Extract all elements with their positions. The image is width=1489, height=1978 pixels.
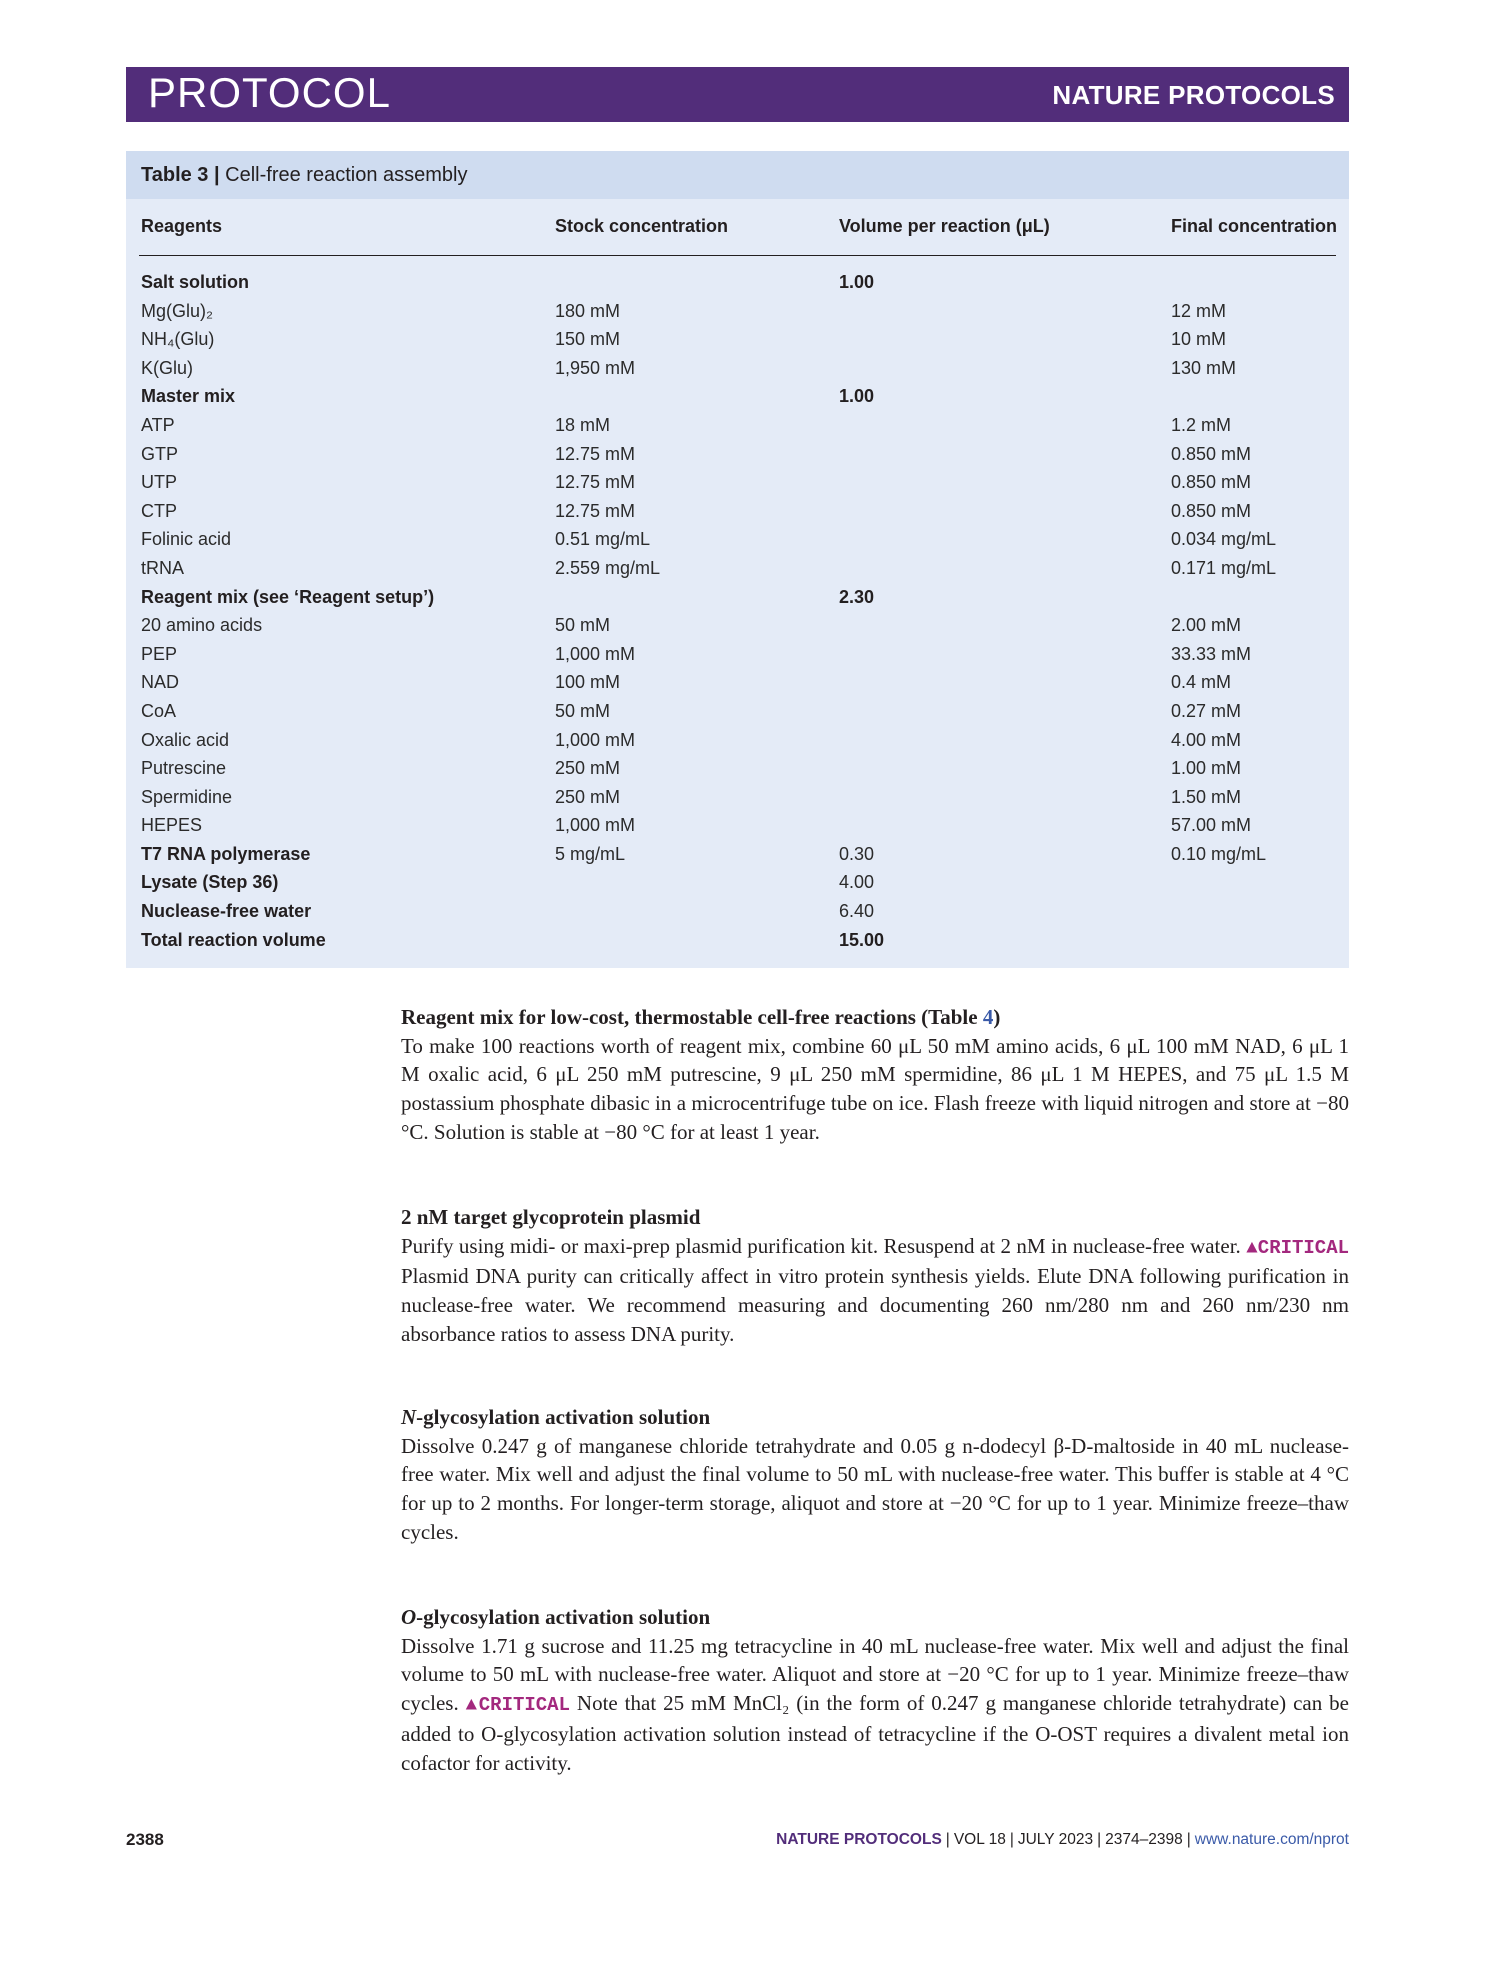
final-cell: 0.850 mM: [1171, 472, 1252, 493]
section-body: Purify using midi- or maxi-prep plasmid purification kit. Resuspend at 2 nM in nuclease-free water. ▲CRITICAL Plasmid DNA purity can critically affect in vitro protein synthesis yields. Elute DNA following purification in nuclease-free water. We recommend measuring and documenting 260 nm/280 nm and 260 nm/230 nm absorbance ratios to assess DNA purity.: [401, 1233, 1350, 1346]
final-cell: 0.850 mM: [1171, 500, 1252, 521]
stock-cell: 18 mM: [555, 414, 611, 435]
final-cell: 4.00 mM: [1171, 729, 1242, 750]
stock-cell: 180 mM: [555, 300, 621, 321]
table-row: [126, 412, 1349, 441]
table-row: [126, 355, 1349, 384]
table-caption: [126, 151, 1349, 199]
section-reagent-mix: [401, 1003, 1349, 1147]
footer-pages: 2374–2398: [1105, 1831, 1183, 1848]
section-label: PROTOCOL: [148, 69, 391, 116]
stock-cell: 12.75 mM: [555, 472, 636, 493]
reagent-cell: Mg(Glu)₂: [141, 300, 213, 321]
table-row: [126, 784, 1349, 813]
reagent-cell: Lysate (Step 36): [141, 872, 279, 893]
reagent-cell: CTP: [141, 500, 177, 521]
table-row: [126, 498, 1349, 527]
table-row: [126, 669, 1349, 698]
final-cell: 10 mM: [1171, 329, 1227, 350]
stock-cell: 1,000 mM: [555, 643, 636, 664]
col-header-stock: Stock concentration: [555, 216, 729, 236]
table-row: [126, 812, 1349, 841]
volume-cell: 15.00: [839, 929, 885, 950]
footer-journal: NATURE PROTOCOLS: [776, 1831, 942, 1848]
section-body: To make 100 reactions worth of reagent mix, combine 60 μL 50 mM amino acids, 6 μL 100 mM NAD, 6 μL 1 M oxalic acid, 6 μL 250 mM putrescine, 9 μL 250 mM spermidine, 86 μL 1 M HEPES, and 75 μL 1.5 M postassium phosphate dibasic in a microcentrifuge tube on ice. Flash freeze with liquid nitrogen and store at −80 °C. Solution is stable at −80 °C for at least 1 year.: [401, 1033, 1349, 1144]
final-cell: 130 mM: [1171, 357, 1237, 378]
header-rule: [139, 255, 1336, 256]
table-row: [126, 383, 1349, 412]
table-row: [126, 555, 1349, 584]
stock-cell: 12.75 mM: [555, 443, 636, 464]
table-caption-label: Table 3 |: [141, 164, 220, 186]
critical-badge: ▲CRITICAL: [1246, 1236, 1350, 1259]
table-body: [126, 269, 1349, 955]
table-row: [126, 526, 1349, 555]
reagent-cell: Total reaction volume: [141, 929, 326, 950]
final-cell: 1.00 mM: [1171, 758, 1242, 779]
table-row: [126, 584, 1349, 613]
reagent-cell: NAD: [141, 672, 180, 693]
reagent-cell: T7 RNA polymerase: [141, 843, 311, 864]
reagent-cell: Reagent mix (see ‘Reagent setup’): [141, 586, 435, 607]
final-cell: 0.850 mM: [1171, 443, 1252, 464]
table-row: [126, 698, 1349, 727]
reagent-cell: HEPES: [141, 815, 203, 836]
table-3: [126, 151, 1349, 968]
reagent-cell: Salt solution: [141, 272, 249, 292]
final-cell: 0.4 mM: [1171, 672, 1232, 693]
final-cell: 1.2 mM: [1171, 414, 1232, 435]
volume-cell: 1.00: [839, 386, 875, 407]
final-cell: 2.00 mM: [1171, 615, 1242, 636]
reagent-cell: K(Glu): [141, 357, 194, 378]
final-cell: 0.034 mg/mL: [1171, 529, 1277, 550]
volume-cell: 6.40: [839, 901, 875, 922]
table-row: [126, 898, 1349, 927]
reagent-cell: Putrescine: [141, 758, 227, 779]
section-n-glycosylation: [401, 1403, 1349, 1547]
final-cell: 0.27 mM: [1171, 700, 1242, 721]
section-o-glycosylation: [401, 1603, 1349, 1777]
volume-cell: 0.30: [839, 843, 875, 864]
section-plasmid: [401, 1203, 1349, 1349]
reagent-cell: 20 amino acids: [141, 615, 263, 636]
stock-cell: 50 mM: [555, 615, 611, 636]
stock-cell: 1,000 mM: [555, 815, 636, 836]
stock-cell: 2.559 mg/mL: [555, 557, 661, 578]
critical-badge: ▲CRITICAL: [465, 1694, 570, 1717]
section-body: Dissolve 1.71 g sucrose and 11.25 mg tetracycline in 40 mL nuclease-free water. Mix well and adjust the final volume to 50 mL with nuclease-free water. Aliquot and store at −20 °C for up to 1 year. Minimize freeze–thaw cycles. ▲CRITICAL Note that 25 mM MnCl₂ (in the form of 0.247 g manganese chloride tetrahydrate) can be added to O-glycosylation activation solution instead of tetracycline if the O-OST requires a divalent metal ion cofactor for activity.: [401, 1633, 1349, 1775]
stock-cell: 12.75 mM: [555, 500, 636, 521]
col-header-final: Final concentration: [1171, 216, 1338, 236]
table-row: [126, 469, 1349, 498]
table-row: [126, 269, 1349, 298]
reagent-cell: GTP: [141, 443, 179, 464]
final-cell: 57.00 mM: [1171, 815, 1252, 836]
table-row: [126, 755, 1349, 784]
table-caption-title: Cell-free reaction assembly: [225, 164, 468, 186]
stock-cell: 1,950 mM: [555, 357, 636, 378]
col-header-reagents: Reagents: [141, 216, 223, 236]
section-title: N-glycosylation activation solution: [401, 1405, 711, 1429]
footer-citation: NATURE PROTOCOLS | VOL 18 | JULY 2023 | 2374–2398 | www.nature.com/nprot: [776, 1831, 1349, 1848]
stock-cell: 0.51 mg/mL: [555, 529, 651, 550]
table-row: [126, 326, 1349, 355]
volume-cell: 1.00: [839, 272, 875, 292]
volume-cell: 4.00: [839, 872, 875, 893]
footer-volume: VOL 18: [953, 1831, 1006, 1848]
table-row: [126, 612, 1349, 641]
section-title: O-glycosylation activation solution: [401, 1605, 711, 1629]
section-title: Reagent mix for low-cost, thermostable cell-free reactions (Table 4): [401, 1005, 1001, 1029]
stock-cell: 5 mg/mL: [555, 843, 626, 864]
reagent-cell: CoA: [141, 700, 177, 721]
journal-name: NATURE PROTOCOLS: [1052, 80, 1335, 110]
page-number: 2388: [126, 1830, 164, 1849]
stock-cell: 250 mM: [555, 758, 621, 779]
table-row: [126, 298, 1349, 327]
table-row: [126, 869, 1349, 898]
header-bar: [126, 67, 1349, 122]
reagent-cell: Spermidine: [141, 786, 233, 807]
final-cell: 0.171 mg/mL: [1171, 557, 1277, 578]
footer-url[interactable]: www.nature.com/nprot: [1194, 1831, 1349, 1848]
stock-cell: 150 mM: [555, 329, 621, 350]
final-cell: 1.50 mM: [1171, 786, 1242, 807]
final-cell: 0.10 mg/mL: [1171, 843, 1267, 864]
reagent-cell: NH₄(Glu): [141, 329, 215, 350]
table-row: [126, 727, 1349, 756]
stock-cell: 1,000 mM: [555, 729, 636, 750]
table-4-link[interactable]: 4: [982, 1005, 994, 1029]
reagent-cell: Folinic acid: [141, 529, 232, 550]
section-title: 2 nM target glycoprotein plasmid: [401, 1205, 701, 1229]
reagent-cell: Master mix: [141, 386, 236, 407]
table-row: [126, 441, 1349, 470]
table-row: [126, 641, 1349, 670]
footer-date: JULY 2023: [1017, 1831, 1094, 1848]
reagent-cell: UTP: [141, 472, 177, 493]
table-row: [126, 841, 1349, 870]
section-body: Dissolve 0.247 g of manganese chloride tetrahydrate and 0.05 g n-dodecyl β-D-maltoside in 40 mL nuclease-free water. Mix well and adjust the final volume to 50 mL with nuclease-free water. This buffer is stable at 4 °C for up to 2 months. For longer-term storage, aliquot and store at −20 °C for up to 1 year. Minimize freeze–thaw cycles.: [401, 1433, 1349, 1544]
reagent-cell: tRNA: [141, 557, 185, 578]
final-cell: 12 mM: [1171, 300, 1227, 321]
reagent-cell: Nuclease-free water: [141, 901, 312, 922]
reagent-cell: PEP: [141, 643, 178, 664]
stock-cell: 250 mM: [555, 786, 621, 807]
table-row: [126, 927, 1349, 956]
volume-cell: 2.30: [839, 586, 875, 607]
reagent-cell: ATP: [141, 414, 175, 435]
stock-cell: 100 mM: [555, 672, 621, 693]
final-cell: 33.33 mM: [1171, 643, 1252, 664]
col-header-volume: Volume per reaction (μL): [839, 216, 1050, 236]
stock-cell: 50 mM: [555, 700, 611, 721]
reagent-cell: Oxalic acid: [141, 729, 230, 750]
